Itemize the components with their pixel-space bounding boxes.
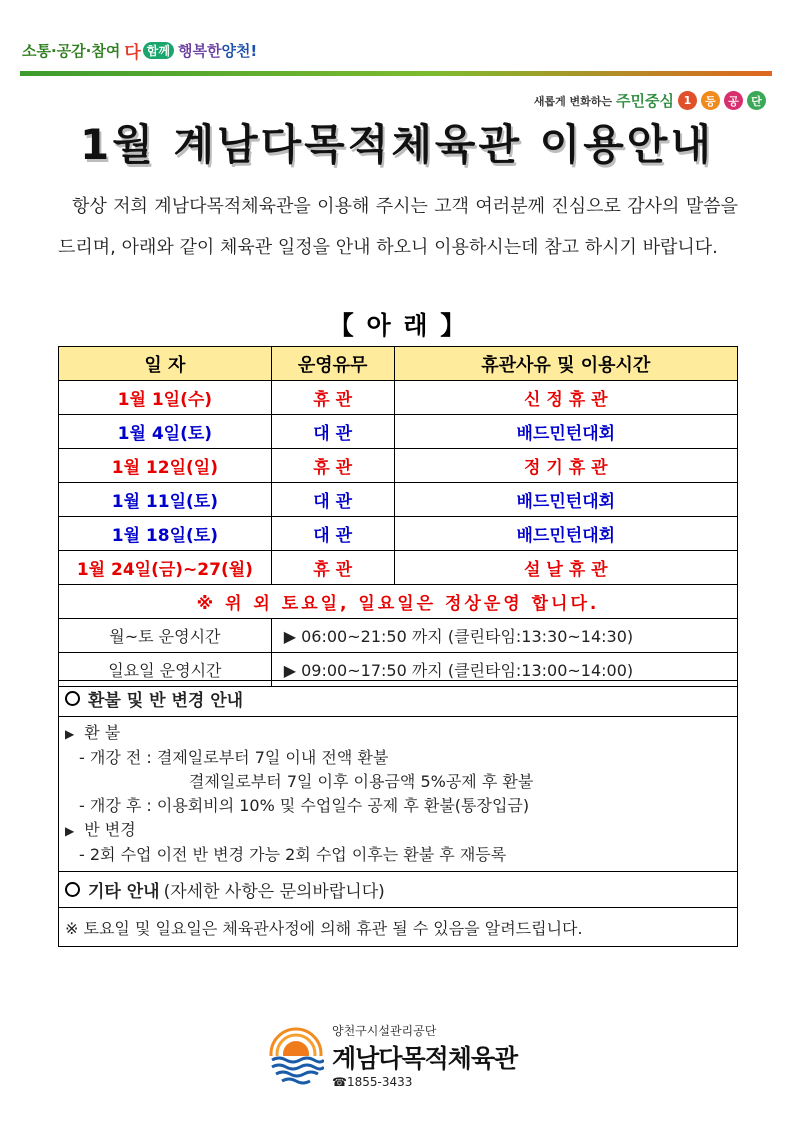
slogan-together-badge: 함께 [143,42,174,59]
row-status: 휴 관 [271,449,394,483]
before-class-line-2: 결제일로부터 7일 이후 이용금액 5%공제 후 환불 [189,772,534,791]
table-row [59,381,738,415]
row-date: 1월 11일(토) [59,483,272,517]
etc-title: 기타 안내 [88,882,160,902]
row-status: 대 관 [271,415,394,449]
refund-title: 환불 및 반 변경 안내 [88,691,244,711]
row-date: 1월 12일(일) [59,449,272,483]
change-label: 반 변경 [84,820,136,839]
slogan-yangcheon: 양천! [221,41,258,60]
row-date: 1월 18일(토) [59,517,272,551]
slogan-happy: 행복한 [177,41,222,60]
row-status: 대 관 [271,517,394,551]
refund-section [59,680,737,716]
table-row [59,517,738,551]
hours-value: ▶ 09:00~17:50 까지 (클린타임:13:00~14:00) [271,653,737,687]
slogan-text: 소통·공감·참여 [22,41,121,60]
hours-row [59,619,738,653]
refund-label: 환 불 [84,723,121,742]
footnote-text: ※ 토요일 및 일요일은 체육관사정에 의해 휴관 될 수 있음을 알려드립니다. [65,918,583,938]
intro-paragraph: 항상 저희 계남다목적체육관을 이용해 주시는 고객 여러분께 진심으로 감사의 말씀을 드리며, 아래와 같이 체육관 일정을 안내 하오니 이용하시는데 참고 하시기 바랍니다. [58,196,738,258]
row-date: 1월 24일(금)~27(월) [59,551,272,585]
row-reason: 배드민턴대회 [394,517,737,551]
footer-logo-block [268,1022,517,1089]
etc-section [59,871,737,907]
motto-circle-1: 1 [678,91,697,110]
row-reason: 정 기 휴 관 [394,449,737,483]
motto-circle-3: 공 [724,91,743,110]
table-row [59,551,738,585]
table-row [59,449,738,483]
header-date: 일 자 [59,347,272,381]
change-text: - 2회 수업 이전 반 변경 가능 2회 수업 이후는 환불 후 재등록 [79,845,507,864]
row-reason: 배드민턴대회 [394,483,737,517]
refund-title-row [59,681,737,716]
notice-heading: 【 아 래 】 [328,311,466,340]
schedule-header-row [59,347,738,381]
row-status: 휴 관 [271,551,394,585]
slogan-da: 다 [124,42,141,63]
refund-details [59,716,737,871]
footer-org: 양천구시설관리공단 [332,1024,437,1038]
schedule-table [58,346,738,687]
row-date: 1월 4일(토) [59,415,272,449]
header-reason: 휴관사유 및 이용시간 [394,347,737,381]
header-slogan [22,38,257,62]
triangle-bullet-icon: ▶ [65,727,75,741]
sun-wave-logo-icon [268,1026,324,1086]
footer-text [332,1022,517,1089]
footer-name: 계남다목적체육관 [332,1044,518,1073]
footnote-section [59,907,737,946]
circle-icon [65,882,80,897]
motto-small-text: 새롭게 변화하는 [533,94,613,108]
refund-line [65,721,731,746]
info-box [58,680,738,947]
motto-logo [534,90,766,111]
table-row [59,483,738,517]
row-reason: 신 정 휴 관 [394,381,737,415]
hours-value: ▶ 06:00~21:50 까지 (클린타임:13:30~14:30) [271,619,737,653]
hours-label: 월~토 운영시간 [59,619,272,653]
etc-title-row [59,872,737,907]
after-class-line: - 개강 후 : 이용회비의 10% 및 수업일수 공제 후 환불(통장입금) [79,796,530,815]
row-status: 대 관 [271,483,394,517]
circle-icon [65,691,80,706]
motto-circle-2: 등 [701,91,720,110]
normal-operation-notice: ※ 위 외 토요일, 일요일은 정상운영 합니다. [59,585,738,619]
header-divider [20,71,772,76]
footer-phone: ☎1855-3433 [332,1075,413,1089]
motto-main-text: 주민중심 [616,92,674,110]
row-status: 휴 관 [271,381,394,415]
change-line [65,818,731,843]
table-row [59,415,738,449]
hours-label: 일요일 운영시간 [59,653,272,687]
header-status: 운영유무 [271,347,394,381]
page-title: 1월 계남다목적체육관 이용안내 [80,120,714,169]
row-reason: 배드민턴대회 [394,415,737,449]
refund-body [59,717,737,871]
etc-subtitle: (자세한 사항은 문의바랍니다) [163,882,385,902]
row-reason: 설 날 휴 관 [394,551,737,585]
row-date: 1월 1일(수) [59,381,272,415]
normal-operation-row [59,585,738,619]
motto-circle-4: 단 [747,91,766,110]
triangle-bullet-icon: ▶ [65,824,75,838]
before-class-line: - 개강 전 : 결제일로부터 7일 이내 전액 환불 [79,748,389,767]
